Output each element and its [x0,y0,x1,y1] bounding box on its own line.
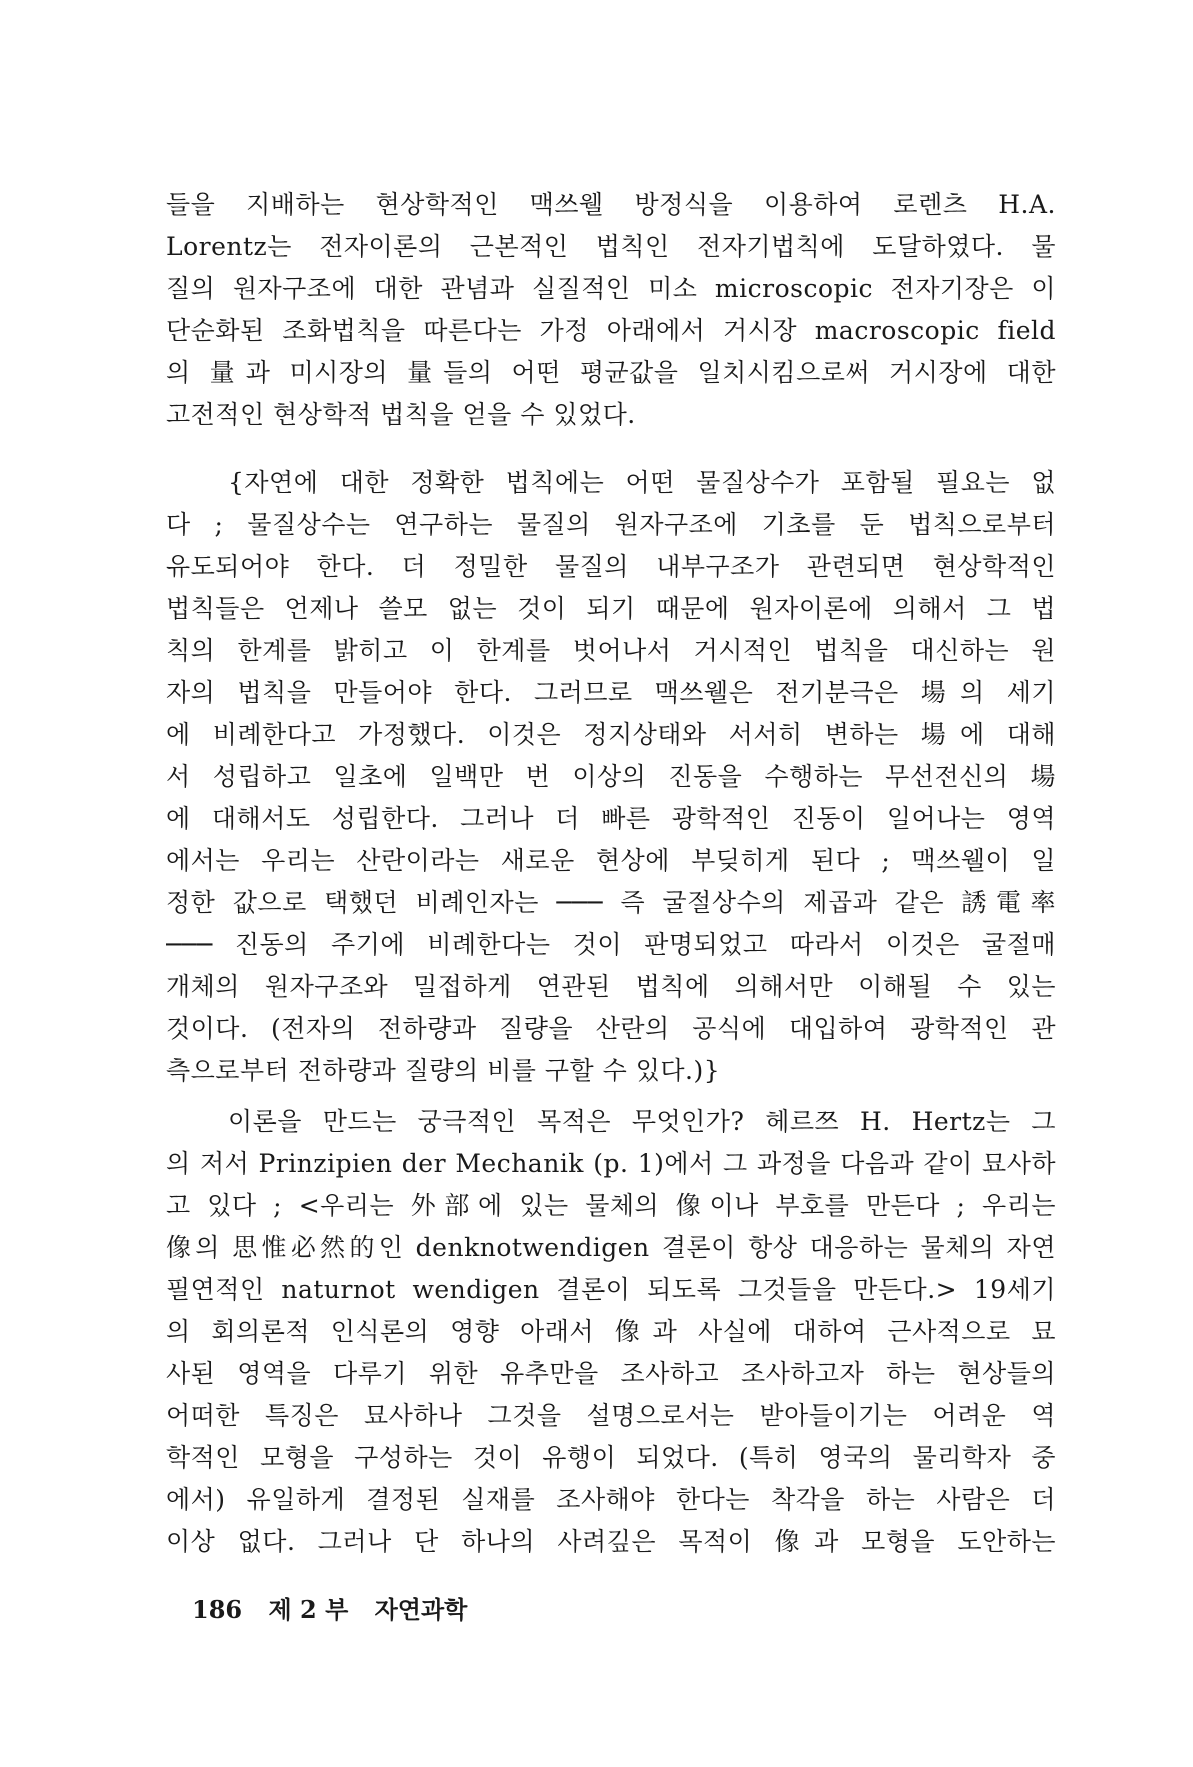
text-line: 개체의 원자구조와 밀접하게 연관된 법칙에 의해서만 이해될 수 있는 [166,972,1056,1001]
text-line: ─── 진동의 주기에 비례한다는 것이 판명되었고 따라서 이것은 굴절매 [166,930,1056,959]
text-line: 사된 영역을 다루기 위한 유추만을 조사하고 조사하고자 하는 현상들의 [166,1359,1056,1388]
text-line: {자연에 대한 정확한 법칙에는 어떤 물질상수가 포함될 필요는 없 [228,468,1056,497]
text-line: 단순화된 조화법칙을 따른다는 가정 아래에서 거시장 macroscopic field [166,316,1056,345]
text-line: 고전적인 현상학적 법칙을 얻을 수 있었다. [166,400,636,429]
paragraph-hertz [166,1101,1056,1563]
text-line: 에 비례한다고 가정했다. 이것은 정지상태와 서서히 변하는 場에 대해 [166,720,1056,749]
text-line: 이론을 만드는 궁극적인 목적은 무엇인가? 헤르쯔 H. Hertz는 그 [228,1107,1056,1136]
text-line: 학적인 모형을 구성하는 것이 유행이 되었다. (특히 영국의 물리학자 중 [166,1443,1056,1472]
text-line: 어떠한 특징은 묘사하나 그것을 설명으로서는 받아들이기는 어려운 역 [166,1401,1056,1430]
text-line: 에서는 우리는 산란이라는 새로운 현상에 부딪히게 된다 ; 맥쓰웰이 일 [166,846,1056,875]
page-number: 186 [192,1595,243,1624]
text-line: 다 ; 물질상수는 연구하는 물질의 원자구조에 기초를 둔 법칙으로부터 [166,510,1056,539]
page-footer [192,1590,485,1625]
text-line: 의 저서 Prinzipien der Mechanik (p. 1)에서 그 과정을 다음과 같이 묘사하 [166,1149,1056,1178]
section-label: 자연과학 [374,1595,468,1624]
text-line: 측으로부터 전하량과 질량의 비를 구할 수 있다.)} [166,1056,721,1085]
text-line: 자의 법칙을 만들어야 한다. 그러므로 맥쓰웰은 전기분극은 場의 세기 [166,678,1056,707]
part-label: 제 2 부 [268,1595,349,1624]
paragraph-lorentz [166,184,1056,436]
text-line: 에 대해서도 성립한다. 그러나 더 빠른 광학적인 진동이 일어나는 영역 [166,804,1056,833]
paragraph-natural-laws [166,462,1056,1092]
text-line: 질의 원자구조에 대한 관념과 실질적인 미소 microscopic 전자기장은 이 [166,274,1056,303]
text-line: 서 성립하고 일초에 일백만 번 이상의 진동을 수행하는 무선전신의 場 [166,762,1056,791]
text-line: 의 量과 미시장의 量들의 어떤 평균값을 일치시킴으로써 거시장에 대한 [166,358,1056,387]
text-line: 고 있다 ; <우리는 外部에 있는 물체의 像이나 부호를 만든다 ; 우리는 [166,1191,1056,1220]
text-line: 들을 지배하는 현상학적인 맥쓰웰 방정식을 이용하여 로렌츠 H.A. [166,190,1056,219]
text-line: 의 회의론적 인식론의 영향 아래서 像과 사실에 대하여 근사적으로 묘 [166,1317,1056,1346]
text-line: 유도되어야 한다. 더 정밀한 물질의 내부구조가 관련되면 현상학적인 [166,552,1056,581]
text-line: 것이다. (전자의 전하량과 질량을 산란의 공식에 대입하여 광학적인 관 [166,1014,1056,1043]
text-line: 정한 값으로 택했던 비례인자는 ─── 즉 굴절상수의 제곱과 같은 誘電率 [166,888,1056,917]
text-line: 칙의 한계를 밝히고 이 한계를 벗어나서 거시적인 법칙을 대신하는 원 [166,636,1056,665]
text-line: 법칙들은 언제나 쓸모 없는 것이 되기 때문에 원자이론에 의해서 그 법 [166,594,1056,623]
text-line: 像의 思惟必然的인 denknotwendigen 결론이 항상 대응하는 물체의 자연 [166,1233,1056,1262]
text-line: Lorentz는 전자이론의 근본적인 법칙인 전자기법칙에 도달하였다. 물 [166,232,1056,261]
text-line: 필연적인 naturnot wendigen 결론이 되도록 그것들을 만든다.> 19세기 [166,1275,1056,1304]
text-line: 이상 없다. 그러나 단 하나의 사려깊은 목적이 像과 모형을 도안하는 [166,1527,1056,1556]
text-line: 에서) 유일하게 결정된 실재를 조사해야 한다는 착각을 하는 사람은 더 [166,1485,1056,1514]
